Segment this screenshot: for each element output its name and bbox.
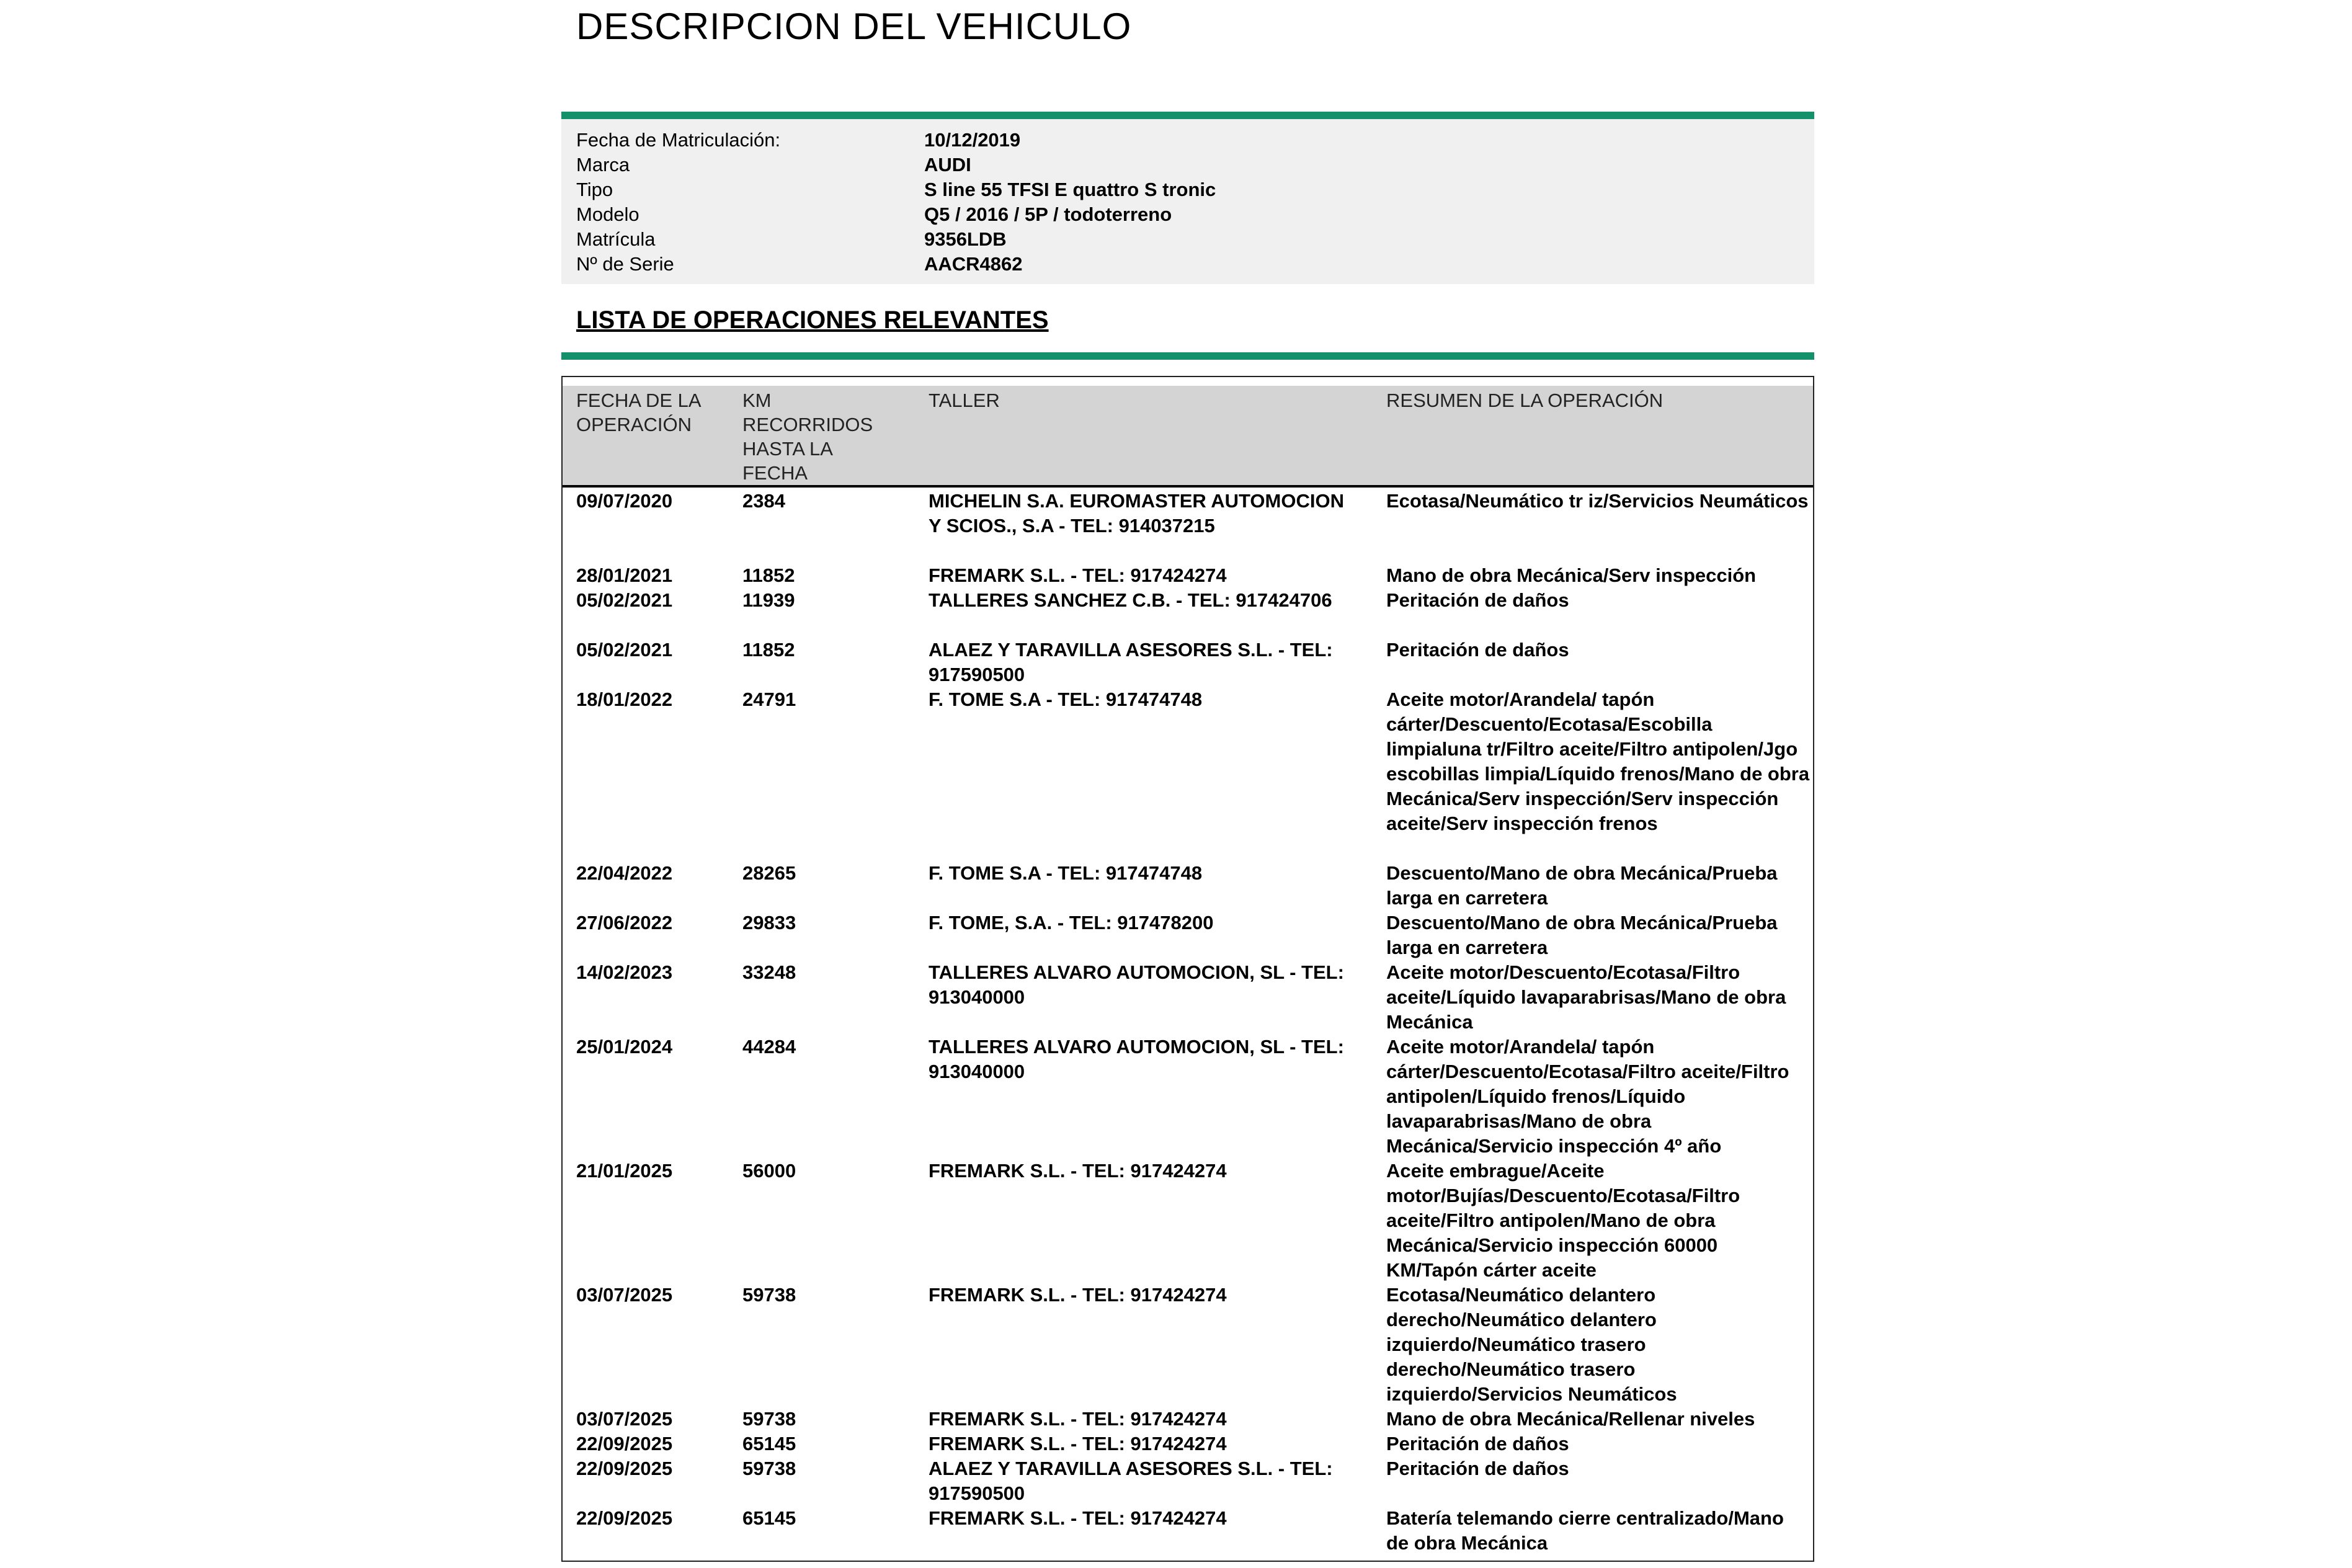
cell-summary: Ecotasa/Neumático delantero derecho/Neumático delantero izquierdo/Neumático trasero derecho/Neumático trasero izquierdo/Servicios Neumáticos [1386,1284,1677,1405]
cell-date: 14/02/2023 [576,961,673,983]
cell-date: 03/07/2025 [576,1284,673,1306]
page-title: DESCRIPCION DEL VEHICULO [576,6,1132,47]
field-label: Matrícula [576,228,656,250]
cell-workshop: FREMARK S.L. - TEL: 917424274 [929,564,1227,586]
table-header [563,386,1813,488]
field-value: Q5 / 2016 / 5P / todoterreno [924,203,1172,225]
cell-km: 2384 [742,490,785,512]
field-value: 9356LDB [924,228,1007,250]
operations-section-title: LISTA DE OPERACIONES RELEVANTES [576,306,1049,334]
header-divider [561,112,1814,119]
cell-km: 59738 [742,1408,796,1430]
field-label: Marca [576,154,630,176]
field-label: Fecha de Matriculación: [576,129,781,151]
cell-workshop: F. TOME S.A - TEL: 917474748 [929,862,1203,884]
cell-km: 24791 [742,688,796,710]
cell-km: 65145 [742,1433,796,1454]
cell-date: 22/09/2025 [576,1433,673,1454]
cell-km: 11852 [742,639,795,661]
cell-workshop: TALLERES SANCHEZ C.B. - TEL: 917424706 [929,589,1332,611]
cell-km: 11852 [742,564,795,586]
cell-km: 44284 [742,1036,796,1058]
cell-summary: Peritación de daños [1386,1433,1569,1454]
column-header-date: FECHA DE LA OPERACIÓN [576,390,700,435]
cell-summary: Mano de obra Mecánica/Rellenar niveles [1386,1408,1755,1430]
field-label: Modelo [576,203,639,225]
column-header-km: KM RECORRIDOS HASTA LA FECHA [742,390,873,484]
field-label: Tipo [576,179,613,200]
cell-workshop: ALAEZ Y TARAVILLA ASESORES S.L. - TEL: 917590500 [929,1458,1333,1504]
cell-workshop: F. TOME, S.A. - TEL: 917478200 [929,912,1214,933]
cell-workshop: ALAEZ Y TARAVILLA ASESORES S.L. - TEL: 917590500 [929,639,1333,685]
field-value: AUDI [924,154,971,176]
field-value: AACR4862 [924,253,1023,275]
cell-summary: Aceite embrague/Aceite motor/Bujías/Descuento/Ecotasa/Filtro aceite/Filtro antipolen/Mano de obra Mecánica/Servicio inspección 60000 KM/Tapón cárter aceite [1386,1160,1740,1281]
cell-date: 22/09/2025 [576,1507,673,1529]
cell-km: 28265 [742,862,796,884]
cell-date: 28/01/2021 [576,564,673,586]
cell-km: 65145 [742,1507,796,1529]
field-label: Nº de Serie [576,253,674,275]
cell-date: 09/07/2020 [576,490,673,512]
cell-km: 59738 [742,1458,796,1479]
cell-km: 59738 [742,1284,796,1306]
cell-workshop: F. TOME S.A - TEL: 917474748 [929,688,1203,710]
cell-date: 18/01/2022 [576,688,673,710]
cell-km: 56000 [742,1160,796,1182]
cell-summary: Descuento/Mano de obra Mecánica/Prueba larga en carretera [1386,862,1778,909]
cell-summary: Peritación de daños [1386,639,1569,661]
cell-summary: Ecotasa/Neumático tr iz/Servicios Neumáticos [1386,490,1809,512]
cell-km: 11939 [742,589,795,611]
cell-workshop: FREMARK S.L. - TEL: 917424274 [929,1284,1227,1306]
field-value: S line 55 TFSI E quattro S tronic [924,179,1216,200]
operations-table [561,376,1814,1562]
cell-date: 05/02/2021 [576,589,673,611]
cell-workshop: FREMARK S.L. - TEL: 917424274 [929,1408,1227,1430]
cell-date: 21/01/2025 [576,1160,673,1182]
cell-summary: Aceite motor/Arandela/ tapón cárter/Descuento/Ecotasa/Filtro aceite/Filtro antipolen/Líquido frenos/Líquido lavaparabrisas/Mano de obra Mecánica/Servicio inspección 4º año [1386,1036,1789,1157]
cell-km: 33248 [742,961,796,983]
cell-summary: Batería telemando cierre centralizado/Mano de obra Mecánica [1386,1507,1784,1554]
cell-summary: Peritación de daños [1386,589,1569,611]
cell-summary: Mano de obra Mecánica/Serv inspección [1386,564,1757,586]
cell-workshop: TALLERES ALVARO AUTOMOCION, SL - TEL: 913040000 [929,961,1344,1008]
vehicle-info-panel [561,119,1814,284]
cell-summary: Descuento/Mano de obra Mecánica/Prueba larga en carretera [1386,912,1778,958]
cell-date: 22/09/2025 [576,1458,673,1479]
field-value: 10/12/2019 [924,129,1021,151]
cell-summary: Aceite motor/Arandela/ tapón cárter/Descuento/Ecotasa/Escobilla limpialuna tr/Filtro aceite/Filtro antipolen/Jgo escobillas limpia/Líquido frenos/Mano de obra Mecánica/Serv inspección/Serv inspección aceite/Serv inspección frenos [1386,688,1810,834]
cell-summary: Peritación de daños [1386,1458,1569,1479]
column-header-workshop: TALLER [929,390,1000,411]
cell-date: 03/07/2025 [576,1408,673,1430]
cell-workshop: FREMARK S.L. - TEL: 917424274 [929,1507,1227,1529]
column-header-summary: RESUMEN DE LA OPERACIÓN [1386,390,1664,411]
cell-km: 29833 [742,912,796,933]
section-divider [561,352,1814,360]
cell-date: 27/06/2022 [576,912,673,933]
cell-date: 05/02/2021 [576,639,673,661]
cell-workshop: MICHELIN S.A. EUROMASTER AUTOMOCION Y SCIOS., S.A - TEL: 914037215 [929,490,1344,537]
cell-date: 25/01/2024 [576,1036,673,1058]
cell-date: 22/04/2022 [576,862,673,884]
cell-workshop: TALLERES ALVARO AUTOMOCION, SL - TEL: 913040000 [929,1036,1344,1082]
cell-workshop: FREMARK S.L. - TEL: 917424274 [929,1160,1227,1182]
cell-workshop: FREMARK S.L. - TEL: 917424274 [929,1433,1227,1454]
cell-summary: Aceite motor/Descuento/Ecotasa/Filtro aceite/Líquido lavaparabrisas/Mano de obra Mecánica [1386,961,1786,1033]
